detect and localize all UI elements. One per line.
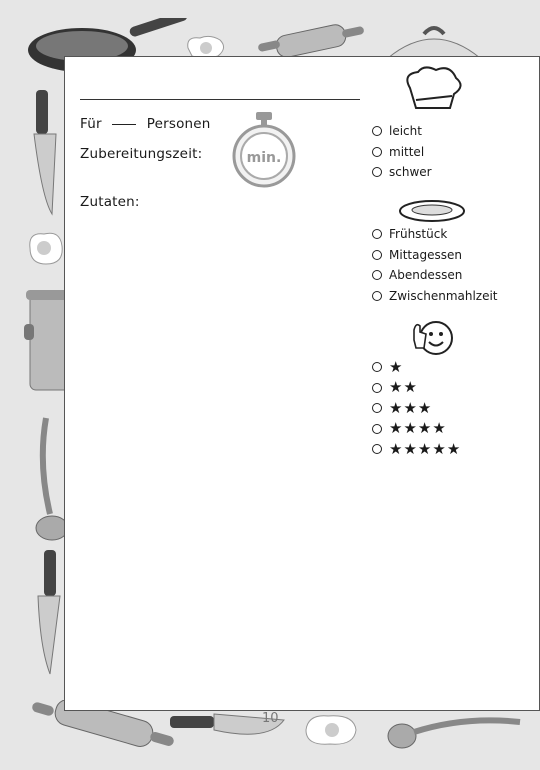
meal-label: Frühstück [389,227,448,242]
difficulty-options [372,121,432,183]
meal-option[interactable] [372,286,498,307]
radio-button[interactable] [372,126,382,136]
radio-button[interactable] [372,167,382,177]
fried-egg-icon [302,712,360,748]
radio-button[interactable] [372,362,382,372]
meal-label: Mittagessen [389,247,462,262]
radio-button[interactable] [372,444,382,454]
thumbs-up-icon [410,318,454,358]
meal-label: Abendessen [389,268,463,283]
radio-button[interactable] [372,270,382,280]
radio-button[interactable] [372,250,382,260]
pot-lid-icon [384,20,484,60]
meal-label: Zwischenmahlzeit [389,288,498,303]
rating-option-1[interactable] [372,357,461,378]
radio-button[interactable] [372,383,382,393]
meal-option[interactable] [372,224,498,245]
star-icon: ★ [432,419,446,438]
star-icon: ★ [389,398,403,417]
radio-button[interactable] [372,291,382,301]
servings-prefix: Für [80,116,102,132]
star-icon: ★ [432,439,446,458]
difficulty-label: schwer [389,165,432,180]
star-icon: ★ [403,419,417,438]
servings-field [80,116,211,132]
fried-egg-icon [26,228,66,268]
star-icon: ★ [403,378,417,397]
rating-options [372,357,461,460]
star-icon: ★ [446,439,461,458]
knife-icon [26,88,66,218]
stopwatch-icon [228,110,300,190]
meal-option[interactable] [372,245,498,266]
ingredients-label: Zutaten: [80,194,140,210]
star-icon: ★ [403,398,417,417]
radio-button[interactable] [372,229,382,239]
radio-button[interactable] [372,424,382,434]
star-icon: ★ [389,439,403,458]
page-number: 10 [262,711,279,726]
rating-option-5[interactable] [372,439,461,460]
star-icon: ★ [417,439,432,458]
star-icon: ★ [403,439,417,458]
meal-options [372,224,498,306]
cooking-pot-icon [24,284,66,394]
difficulty-option[interactable] [372,121,432,142]
chef-hat-icon [398,64,466,114]
ladle-icon [384,712,524,752]
star-icon: ★ [389,419,403,438]
ladle-icon [30,414,66,546]
prep-time-label: Zubereitungszeit: [80,146,203,162]
star-icon: ★ [417,398,432,417]
star-icon: ★ [389,357,403,376]
rolling-pin-icon [256,20,366,60]
rating-option-2[interactable] [372,378,461,399]
rating-option-4[interactable] [372,419,461,440]
meal-option[interactable] [372,265,498,286]
difficulty-option[interactable] [372,162,432,183]
rating-option-3[interactable] [372,398,461,419]
difficulty-option[interactable] [372,142,432,163]
recipe-title-line[interactable] [80,99,360,100]
timer-unit: min. [246,150,282,166]
difficulty-label: leicht [389,124,422,139]
servings-suffix: Personen [146,116,211,132]
radio-button[interactable] [372,147,382,157]
knife-icon [28,548,66,678]
star-icon: ★ [389,378,403,397]
radio-button[interactable] [372,403,382,413]
star-icon: ★ [417,419,432,438]
plate-icon [398,199,466,223]
difficulty-label: mittel [389,144,425,159]
servings-blank[interactable] [112,124,136,125]
